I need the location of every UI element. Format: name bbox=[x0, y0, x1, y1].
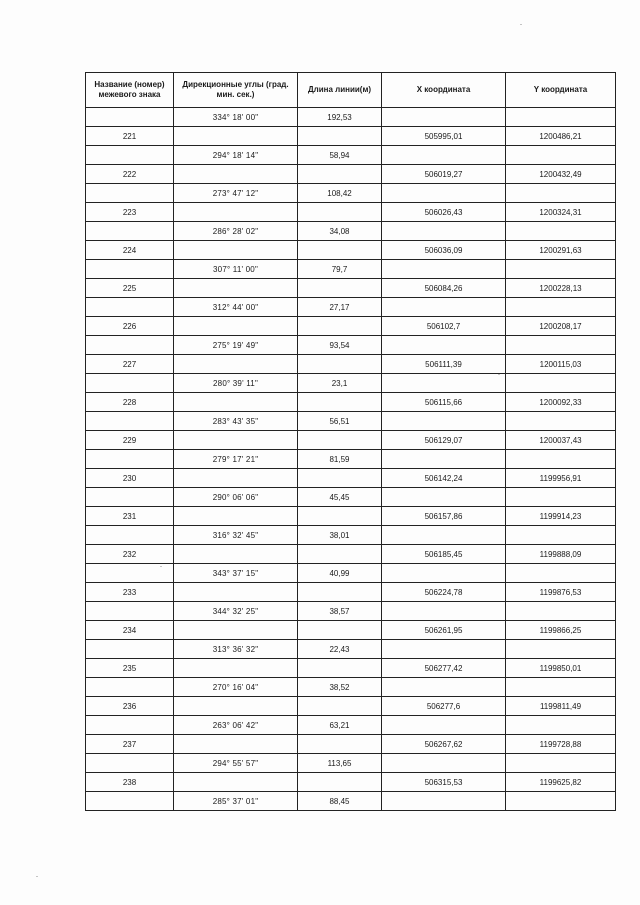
direction-angle-cell bbox=[174, 431, 298, 450]
line-length-cell bbox=[298, 241, 382, 260]
mark-name: 228 bbox=[86, 393, 174, 412]
line-length: 38,52 bbox=[298, 678, 382, 697]
point-row bbox=[86, 241, 616, 260]
y-coordinate-cell bbox=[506, 754, 616, 773]
x-coordinate-cell bbox=[382, 108, 506, 127]
mark-name: 234 bbox=[86, 621, 174, 640]
table-header-row bbox=[86, 73, 616, 108]
direction-angle-cell bbox=[174, 507, 298, 526]
direction-angle: 263° 06' 42" bbox=[174, 716, 298, 735]
y-coordinate: 1200228,13 bbox=[506, 279, 616, 298]
y-coordinate: 1199728,88 bbox=[506, 735, 616, 754]
y-coordinate: 1200324,31 bbox=[506, 203, 616, 222]
y-coordinate: 1199850,01 bbox=[506, 659, 616, 678]
x-coordinate: 506277,42 bbox=[382, 659, 506, 678]
y-coordinate-cell bbox=[506, 716, 616, 735]
mark-name-cell bbox=[86, 412, 174, 431]
direction-angle: 285° 37' 01" bbox=[174, 792, 298, 811]
line-length-cell bbox=[298, 317, 382, 336]
mark-name: 222 bbox=[86, 165, 174, 184]
mark-name-cell bbox=[86, 526, 174, 545]
mark-name: 229 bbox=[86, 431, 174, 450]
line-length-cell bbox=[298, 773, 382, 792]
mark-name: 232 bbox=[86, 545, 174, 564]
line-length: 22,43 bbox=[298, 640, 382, 659]
point-row bbox=[86, 469, 616, 488]
line-length-cell bbox=[298, 127, 382, 146]
direction-angle-cell bbox=[174, 355, 298, 374]
direction-angle: 312° 44' 00" bbox=[174, 298, 298, 317]
x-coordinate: 506084,26 bbox=[382, 279, 506, 298]
y-coordinate: 1199625,82 bbox=[506, 773, 616, 792]
x-coordinate-cell bbox=[382, 602, 506, 621]
x-coordinate: 506019,27 bbox=[382, 165, 506, 184]
mark-name: 224 bbox=[86, 241, 174, 260]
survey-coordinates-table bbox=[85, 72, 616, 811]
segment-row bbox=[86, 754, 616, 773]
line-length-cell bbox=[298, 621, 382, 640]
segment-row bbox=[86, 336, 616, 355]
x-coordinate-cell bbox=[382, 260, 506, 279]
point-row bbox=[86, 165, 616, 184]
y-coordinate: 1199956,91 bbox=[506, 469, 616, 488]
line-length: 38,01 bbox=[298, 526, 382, 545]
mark-name-cell bbox=[86, 640, 174, 659]
x-coordinate-cell bbox=[382, 146, 506, 165]
line-length: 79,7 bbox=[298, 260, 382, 279]
segment-row bbox=[86, 298, 616, 317]
point-row bbox=[86, 279, 616, 298]
y-coordinate-cell bbox=[506, 450, 616, 469]
x-coordinate-cell bbox=[382, 374, 506, 393]
y-coordinate: 1199811,49 bbox=[506, 697, 616, 716]
line-length-cell bbox=[298, 697, 382, 716]
line-length: 63,21 bbox=[298, 716, 382, 735]
x-coordinate: 506157,86 bbox=[382, 507, 506, 526]
segment-row bbox=[86, 108, 616, 127]
segment-row bbox=[86, 678, 616, 697]
direction-angle-cell bbox=[174, 393, 298, 412]
y-coordinate: 1200092,33 bbox=[506, 393, 616, 412]
y-coordinate-cell bbox=[506, 526, 616, 545]
x-coordinate-cell bbox=[382, 184, 506, 203]
mark-name-cell bbox=[86, 754, 174, 773]
segment-row bbox=[86, 640, 616, 659]
segment-row bbox=[86, 184, 616, 203]
mark-name: 226 bbox=[86, 317, 174, 336]
line-length: 45,45 bbox=[298, 488, 382, 507]
y-coordinate-cell bbox=[506, 146, 616, 165]
header-direction-angles: Дирекционные углы (град. мин. сек.) bbox=[174, 73, 298, 108]
x-coordinate: 506129,07 bbox=[382, 431, 506, 450]
x-coordinate-cell bbox=[382, 412, 506, 431]
direction-angle: 316° 32' 45" bbox=[174, 526, 298, 545]
mark-name: 221 bbox=[86, 127, 174, 146]
line-length: 40,99 bbox=[298, 564, 382, 583]
x-coordinate-cell bbox=[382, 754, 506, 773]
x-coordinate-cell bbox=[382, 564, 506, 583]
y-coordinate-cell bbox=[506, 792, 616, 811]
x-coordinate: 506261,95 bbox=[382, 621, 506, 640]
scan-speck bbox=[36, 876, 38, 877]
direction-angle-cell bbox=[174, 697, 298, 716]
line-length: 88,45 bbox=[298, 792, 382, 811]
mark-name-cell bbox=[86, 678, 174, 697]
direction-angle: 343° 37' 15" bbox=[174, 564, 298, 583]
direction-angle: 313° 36' 32" bbox=[174, 640, 298, 659]
x-coordinate: 506315,53 bbox=[382, 773, 506, 792]
line-length-cell bbox=[298, 393, 382, 412]
x-coordinate-cell bbox=[382, 222, 506, 241]
y-coordinate-cell bbox=[506, 678, 616, 697]
y-coordinate: 1199888,09 bbox=[506, 545, 616, 564]
line-length: 38,57 bbox=[298, 602, 382, 621]
line-length-cell bbox=[298, 583, 382, 602]
mark-name: 238 bbox=[86, 773, 174, 792]
x-coordinate-cell bbox=[382, 716, 506, 735]
direction-angle: 307° 11' 00" bbox=[174, 260, 298, 279]
line-length: 23,1 bbox=[298, 374, 382, 393]
segment-row bbox=[86, 374, 616, 393]
x-coordinate-cell bbox=[382, 678, 506, 697]
mark-name-cell bbox=[86, 222, 174, 241]
direction-angle: 286° 28' 02" bbox=[174, 222, 298, 241]
direction-angle-cell bbox=[174, 659, 298, 678]
line-length-cell bbox=[298, 735, 382, 754]
mark-name: 227 bbox=[86, 355, 174, 374]
y-coordinate: 1200486,21 bbox=[506, 127, 616, 146]
segment-row bbox=[86, 526, 616, 545]
header-y-coordinate: Y координата bbox=[506, 73, 616, 108]
mark-name-cell bbox=[86, 488, 174, 507]
direction-angle-cell bbox=[174, 735, 298, 754]
x-coordinate: 506036,09 bbox=[382, 241, 506, 260]
mark-name-cell bbox=[86, 374, 174, 393]
y-coordinate: 1199914,23 bbox=[506, 507, 616, 526]
direction-angle-cell bbox=[174, 469, 298, 488]
direction-angle: 270° 16' 04" bbox=[174, 678, 298, 697]
line-length-cell bbox=[298, 469, 382, 488]
y-coordinate-cell bbox=[506, 184, 616, 203]
direction-angle-cell bbox=[174, 203, 298, 222]
line-length-cell bbox=[298, 507, 382, 526]
point-row bbox=[86, 697, 616, 716]
x-coordinate-cell bbox=[382, 298, 506, 317]
point-row bbox=[86, 317, 616, 336]
scan-speck bbox=[520, 24, 522, 25]
x-coordinate-cell bbox=[382, 526, 506, 545]
point-row bbox=[86, 203, 616, 222]
direction-angle-cell bbox=[174, 621, 298, 640]
y-coordinate-cell bbox=[506, 602, 616, 621]
x-coordinate: 506267,62 bbox=[382, 735, 506, 754]
mark-name: 225 bbox=[86, 279, 174, 298]
direction-angle: 334° 18' 00" bbox=[174, 108, 298, 127]
table-body bbox=[86, 108, 616, 811]
line-length-cell bbox=[298, 203, 382, 222]
line-length-cell bbox=[298, 279, 382, 298]
point-row bbox=[86, 659, 616, 678]
y-coordinate-cell bbox=[506, 260, 616, 279]
segment-row bbox=[86, 450, 616, 469]
y-coordinate: 1200291,63 bbox=[506, 241, 616, 260]
direction-angle: 279° 17' 21" bbox=[174, 450, 298, 469]
mark-name: 236 bbox=[86, 697, 174, 716]
direction-angle-cell bbox=[174, 279, 298, 298]
direction-angle-cell bbox=[174, 241, 298, 260]
point-row bbox=[86, 393, 616, 412]
y-coordinate: 1200208,17 bbox=[506, 317, 616, 336]
segment-row bbox=[86, 792, 616, 811]
line-length-cell bbox=[298, 355, 382, 374]
direction-angle: 273° 47' 12" bbox=[174, 184, 298, 203]
mark-name: 237 bbox=[86, 735, 174, 754]
point-row bbox=[86, 735, 616, 754]
segment-row bbox=[86, 260, 616, 279]
y-coordinate: 1199866,25 bbox=[506, 621, 616, 640]
direction-angle-cell bbox=[174, 773, 298, 792]
x-coordinate: 506224,78 bbox=[382, 583, 506, 602]
mark-name-cell bbox=[86, 108, 174, 127]
direction-angle: 294° 55' 57" bbox=[174, 754, 298, 773]
line-length: 108,42 bbox=[298, 184, 382, 203]
mark-name: 230 bbox=[86, 469, 174, 488]
x-coordinate: 506102,7 bbox=[382, 317, 506, 336]
y-coordinate-cell bbox=[506, 564, 616, 583]
x-coordinate: 506185,45 bbox=[382, 545, 506, 564]
y-coordinate: 1199876,53 bbox=[506, 583, 616, 602]
line-length: 113,65 bbox=[298, 754, 382, 773]
x-coordinate: 506026,43 bbox=[382, 203, 506, 222]
header-mark-name: Название (номер) межевого знака bbox=[86, 73, 174, 108]
direction-angle: 275° 19' 49" bbox=[174, 336, 298, 355]
point-row bbox=[86, 773, 616, 792]
line-length-cell bbox=[298, 165, 382, 184]
mark-name: 223 bbox=[86, 203, 174, 222]
y-coordinate-cell bbox=[506, 412, 616, 431]
point-row bbox=[86, 583, 616, 602]
y-coordinate: 1200037,43 bbox=[506, 431, 616, 450]
point-row bbox=[86, 127, 616, 146]
direction-angle: 283° 43' 35" bbox=[174, 412, 298, 431]
mark-name: 231 bbox=[86, 507, 174, 526]
mark-name-cell bbox=[86, 602, 174, 621]
mark-name-cell bbox=[86, 716, 174, 735]
point-row bbox=[86, 621, 616, 640]
mark-name: 233 bbox=[86, 583, 174, 602]
segment-row bbox=[86, 222, 616, 241]
line-length: 93,54 bbox=[298, 336, 382, 355]
point-row bbox=[86, 431, 616, 450]
x-coordinate: 506115,66 bbox=[382, 393, 506, 412]
segment-row bbox=[86, 564, 616, 583]
x-coordinate-cell bbox=[382, 792, 506, 811]
segment-row bbox=[86, 716, 616, 735]
line-length: 27,17 bbox=[298, 298, 382, 317]
x-coordinate-cell bbox=[382, 336, 506, 355]
y-coordinate-cell bbox=[506, 640, 616, 659]
y-coordinate: 1200432,49 bbox=[506, 165, 616, 184]
y-coordinate-cell bbox=[506, 336, 616, 355]
point-row bbox=[86, 355, 616, 374]
line-length-cell bbox=[298, 545, 382, 564]
mark-name-cell bbox=[86, 792, 174, 811]
point-row bbox=[86, 545, 616, 564]
line-length: 58,94 bbox=[298, 146, 382, 165]
y-coordinate-cell bbox=[506, 108, 616, 127]
mark-name: 235 bbox=[86, 659, 174, 678]
header-line-length: Длина линии(м) bbox=[298, 73, 382, 108]
direction-angle-cell bbox=[174, 545, 298, 564]
y-coordinate-cell bbox=[506, 298, 616, 317]
mark-name-cell bbox=[86, 336, 174, 355]
x-coordinate-cell bbox=[382, 450, 506, 469]
line-length: 81,59 bbox=[298, 450, 382, 469]
x-coordinate: 506142,24 bbox=[382, 469, 506, 488]
x-coordinate: 505995,01 bbox=[382, 127, 506, 146]
segment-row bbox=[86, 488, 616, 507]
direction-angle-cell bbox=[174, 165, 298, 184]
mark-name-cell bbox=[86, 184, 174, 203]
line-length: 34,08 bbox=[298, 222, 382, 241]
direction-angle-cell bbox=[174, 317, 298, 336]
line-length-cell bbox=[298, 431, 382, 450]
y-coordinate-cell bbox=[506, 222, 616, 241]
mark-name-cell bbox=[86, 298, 174, 317]
header-x-coordinate: X координата bbox=[382, 73, 506, 108]
mark-name-cell bbox=[86, 146, 174, 165]
x-coordinate: 506111,39 bbox=[382, 355, 506, 374]
line-length-cell bbox=[298, 659, 382, 678]
mark-name-cell bbox=[86, 564, 174, 583]
y-coordinate-cell bbox=[506, 374, 616, 393]
direction-angle: 280° 39' 11" bbox=[174, 374, 298, 393]
segment-row bbox=[86, 146, 616, 165]
segment-row bbox=[86, 602, 616, 621]
x-coordinate: 506277,6 bbox=[382, 697, 506, 716]
x-coordinate-cell bbox=[382, 488, 506, 507]
direction-angle-cell bbox=[174, 127, 298, 146]
line-length: 56,51 bbox=[298, 412, 382, 431]
point-row bbox=[86, 507, 616, 526]
mark-name-cell bbox=[86, 260, 174, 279]
direction-angle-cell bbox=[174, 583, 298, 602]
x-coordinate-cell bbox=[382, 640, 506, 659]
mark-name-cell bbox=[86, 450, 174, 469]
direction-angle: 294° 18' 14" bbox=[174, 146, 298, 165]
y-coordinate-cell bbox=[506, 488, 616, 507]
direction-angle: 344° 32' 25" bbox=[174, 602, 298, 621]
direction-angle: 290° 06' 06" bbox=[174, 488, 298, 507]
y-coordinate: 1200115,03 bbox=[506, 355, 616, 374]
line-length: 192,53 bbox=[298, 108, 382, 127]
segment-row bbox=[86, 412, 616, 431]
